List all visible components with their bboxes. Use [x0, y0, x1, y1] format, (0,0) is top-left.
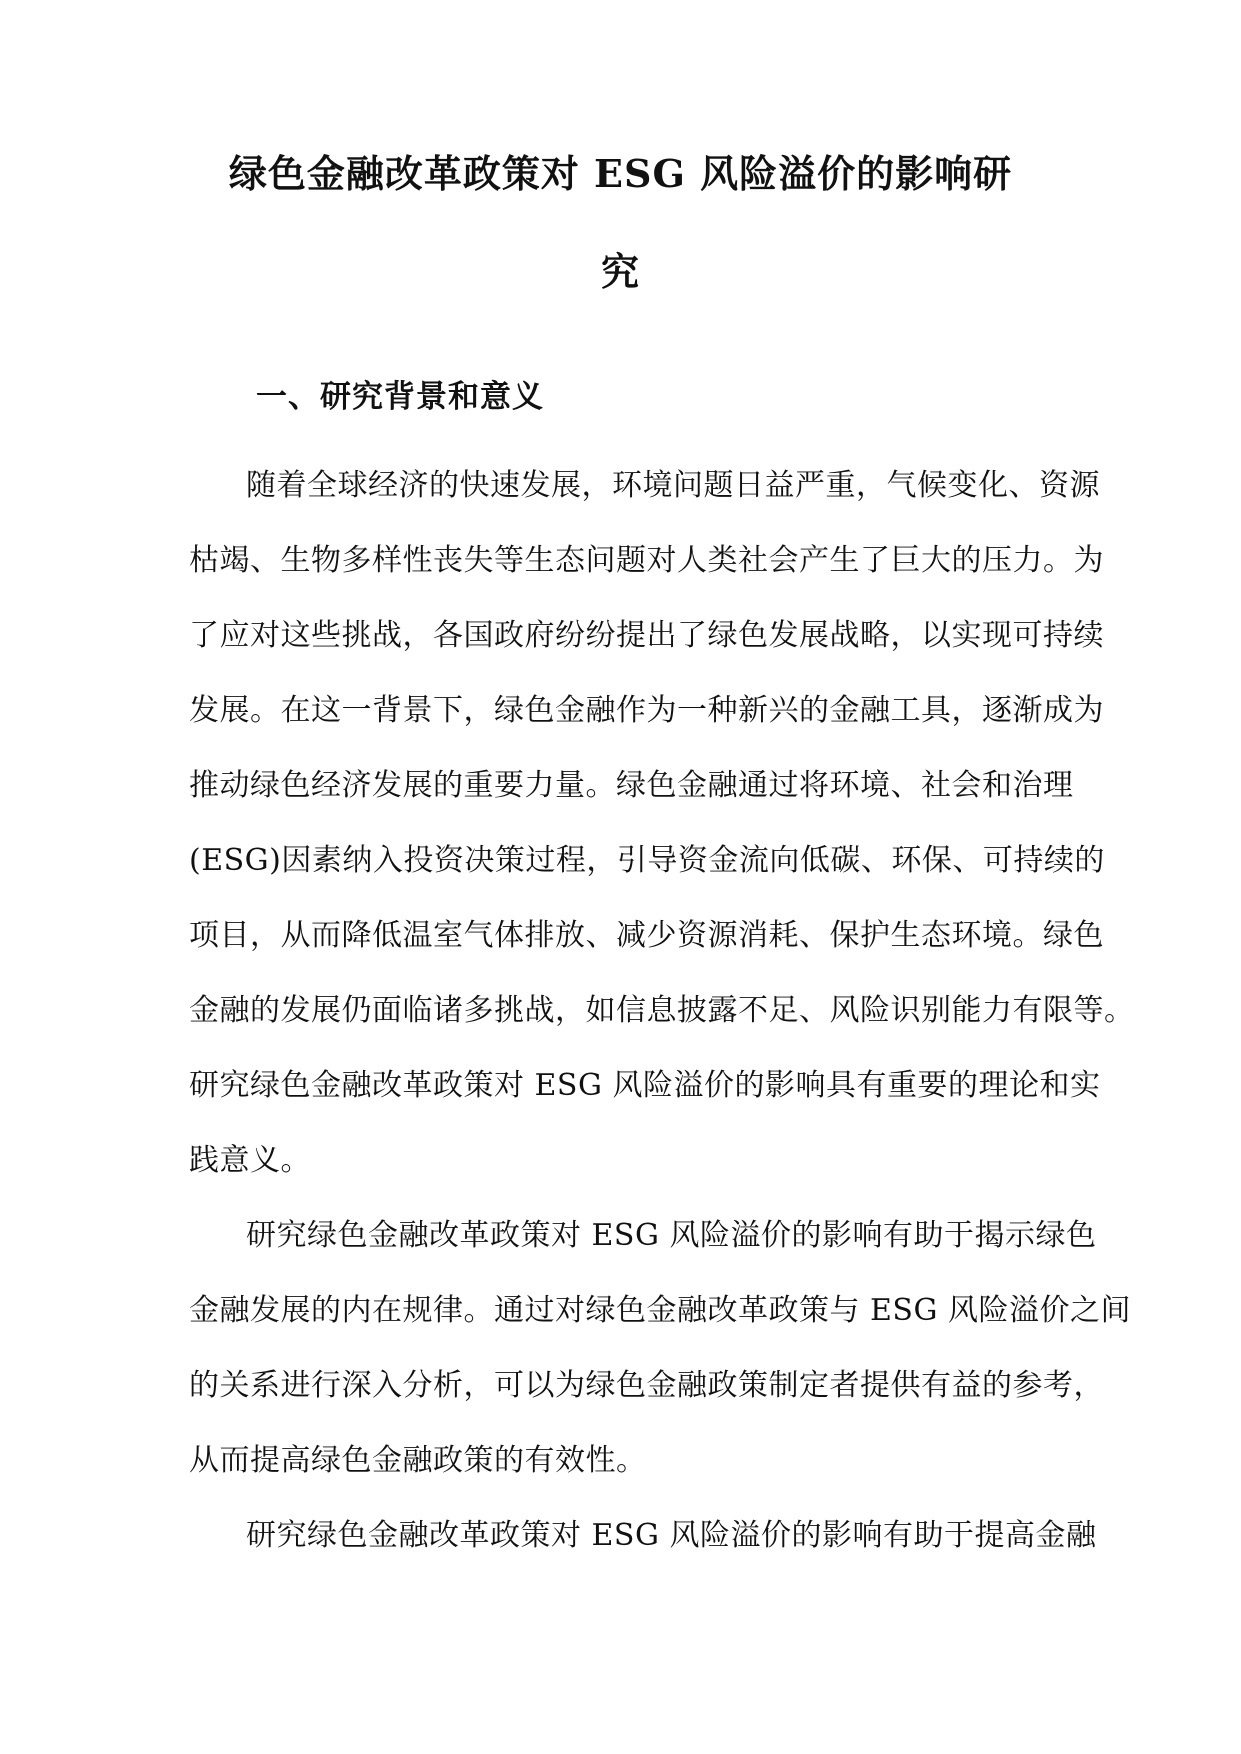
- paragraph-1-line: 随着全球经济的快速发展，环境问题日益严重，气候变化、资源: [246, 468, 1100, 503]
- document-title-line-2: 究: [600, 249, 640, 294]
- paragraph-1-line: 项目，从而降低温室气体排放、减少资源消耗、保护生态环境。绿色: [189, 918, 1104, 953]
- paragraph-1-line: 发展。在这一背景下，绿色金融作为一种新兴的金融工具，逐渐成为: [189, 693, 1104, 728]
- paragraph-1-line: 推动绿色经济发展的重要力量。绿色金融通过将环境、社会和治理: [189, 768, 1074, 803]
- paragraph-3-line: 研究绿色金融改革政策对 ESG 风险溢价的影响有助于提高金融: [246, 1518, 1097, 1553]
- section-heading: 一、研究背景和意义: [256, 379, 544, 415]
- paragraph-1-line: 研究绿色金融改革政策对 ESG 风险溢价的影响具有重要的理论和实: [189, 1068, 1101, 1103]
- paragraph-1-line: 践意义。: [189, 1143, 311, 1178]
- paragraph-2-line: 的关系进行深入分析，可以为绿色金融政策制定者提供有益的参考，: [189, 1368, 1104, 1403]
- paragraph-1-line: (ESG)因素纳入投资决策过程，引导资金流向低碳、环保、可持续的: [189, 843, 1105, 878]
- paragraph-1-line: 金融的发展仍面临诸多挑战，如信息披露不足、风险识别能力有限等。: [189, 993, 1135, 1028]
- paragraph-1-line: 了应对这些挑战，各国政府纷纷提出了绿色发展战略，以实现可持续: [189, 618, 1104, 653]
- paragraph-2-line: 从而提高绿色金融政策的有效性。: [189, 1443, 647, 1478]
- paragraph-2-line: 金融发展的内在规律。通过对绿色金融改革政策与 ESG 风险溢价之间: [189, 1293, 1131, 1328]
- document-title-line-1: 绿色金融改革政策对 ESG 风险溢价的影响研: [228, 151, 1013, 196]
- paragraph-2-line: 研究绿色金融改革政策对 ESG 风险溢价的影响有助于揭示绿色: [246, 1218, 1097, 1253]
- paragraph-1-line: 枯竭、生物多样性丧失等生态问题对人类社会产生了巨大的压力。为: [189, 543, 1104, 578]
